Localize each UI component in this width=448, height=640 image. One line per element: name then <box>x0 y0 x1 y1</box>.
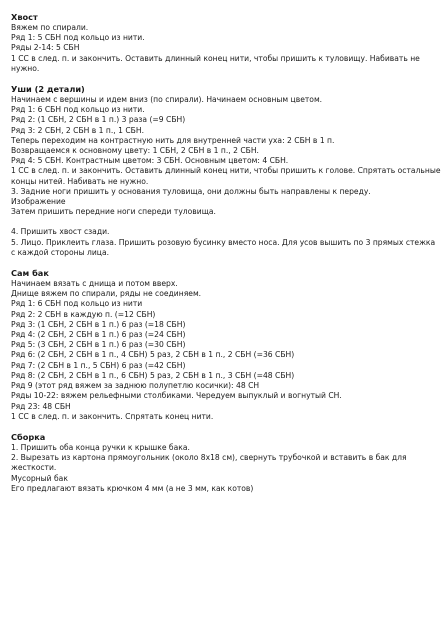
section-0 <box>11 12 441 74</box>
section-heading: Хвост <box>11 12 38 22</box>
document-page <box>11 12 441 494</box>
text-line: Ряды 10-22: вяжем рельефными столбиками. Чередуем выпуклый и вогнутый СН. <box>11 391 342 401</box>
text-line: Ряд 8: (2 СБН, 2 СБН в 1 п., 6 СБН) 5 раз, 2 СБН в 1 п., 3 СБН (=48 СБН) <box>11 370 295 380</box>
text-line: 1 СС в след. п. и закончить. Оставить длинный конец нити, чтобы пришить к голове. Спрятать остальные концы нитей. Набивать не нужно. <box>11 166 443 186</box>
text-line: Ряд 3: 2 СБН, 2 СБН в 1 п., 1 СБН. <box>11 125 145 135</box>
text-line: Его предлагают вязать крючком 4 мм (а не 3 мм, как котов) <box>11 483 254 493</box>
text-line: Ряды 2-14: 5 СБН <box>11 43 80 53</box>
section-heading: Сборка <box>11 431 46 442</box>
text-line: 1. Пришить оба конца ручки к крышке бака. <box>11 442 190 452</box>
text-line: 4. Пришить хвост сзади. <box>11 227 110 237</box>
section-2 <box>11 268 441 422</box>
section-3 <box>11 432 441 494</box>
text-line: Возвращаемся к основному цвету: 1 СБН, 2 СБН в 1 п., 2 СБН. <box>11 146 259 156</box>
text-line: Ряд 4: (2 СБН, 2 СБН в 1 п.) 6 раз (=24 СБН) <box>11 330 186 340</box>
text-line: Ряд 4: 5 СБН. Контрастным цветом: 3 СБН. Основным цветом: 4 СБН. <box>11 156 289 166</box>
text-line: Ряд 1: 5 СБН под кольцо из нити. <box>11 33 145 43</box>
text-line: Ряд 3: (1 СБН, 2 СБН в 1 п.) 6 раз (=18 СБН) <box>11 319 186 329</box>
text-line: Ряд 23: 48 СБН <box>11 401 71 411</box>
text-line: 1 СС в след. п. и закончить. Оставить длинный конец нити, чтобы пришить к туловищу. Набивать не нужно. <box>11 53 423 73</box>
text-line: Ряд 1: 6 СБН под кольцо из нити. <box>11 105 145 115</box>
text-line: Ряд 2: 2 СБН в каждую п. (=12 СБН) <box>11 309 156 319</box>
section-heading: Уши (2 детали) <box>11 84 85 95</box>
section-body <box>11 23 441 74</box>
text-line: 1 СС в след. п. и закончить. Спрятать конец нити. <box>11 411 214 421</box>
section-heading: Сам бак <box>11 268 49 279</box>
text-line: Ряд 1: 6 СБН под кольцо из нити <box>11 299 143 309</box>
text-line: 3. Задние ноги пришить у основания туловища, они должны быть направлены к переду. <box>11 186 371 196</box>
text-line: Теперь переходим на контрастную нить для внутренней части уха: 2 СБН в 1 п. <box>11 135 335 145</box>
text-line: Затем пришить передние ноги спереди туловища. <box>11 207 216 217</box>
text-line: Ряд 9 (этот ряд вяжем за заднюю полупетлю косички): 48 СН <box>11 381 260 391</box>
blank-line <box>11 217 441 227</box>
text-line: 5. Лицо. Приклеить глаза. Пришить розовую бусинку вместо носа. Для усов вышить по 3 прямых стежка с каждой стороны лица. <box>11 237 438 257</box>
text-line: Ряд 2: (1 СБН, 2 СБН в 1 п.) 3 раза (=9 СБН) <box>11 115 186 125</box>
section-body <box>11 95 441 258</box>
text-line: 2. Вырезать из картона прямоугольник (около 8x18 см), свернуть трубочкой и вставить в бак для жесткости. <box>11 453 410 473</box>
text-line: Начинаем с вершины и идем вниз (по спирали). Начинаем основным цветом. <box>11 95 323 105</box>
text-line: Вяжем по спирали. <box>11 23 89 32</box>
section-body <box>11 279 441 422</box>
section-body <box>11 443 441 494</box>
text-line: Мусорный бак <box>11 473 68 483</box>
text-line: Ряд 7: (2 СБН в 1 п., 5 СБН) 6 раз (=42 СБН) <box>11 360 186 370</box>
text-line: Изображение <box>11 197 66 207</box>
section-1 <box>11 84 441 258</box>
text-line: Днище вяжем по спирали, ряды не соединяем. <box>11 289 202 299</box>
text-line: Начинаем вязать с днища и потом вверх. <box>11 279 178 289</box>
text-line: Ряд 6: (2 СБН, 2 СБН в 1 п., 4 СБН) 5 раз, 2 СБН в 1 п., 2 СБН (=36 СБН) <box>11 350 295 360</box>
text-line: Ряд 5: (3 СБН, 2 СБН в 1 п.) 6 раз (=30 СБН) <box>11 340 186 350</box>
